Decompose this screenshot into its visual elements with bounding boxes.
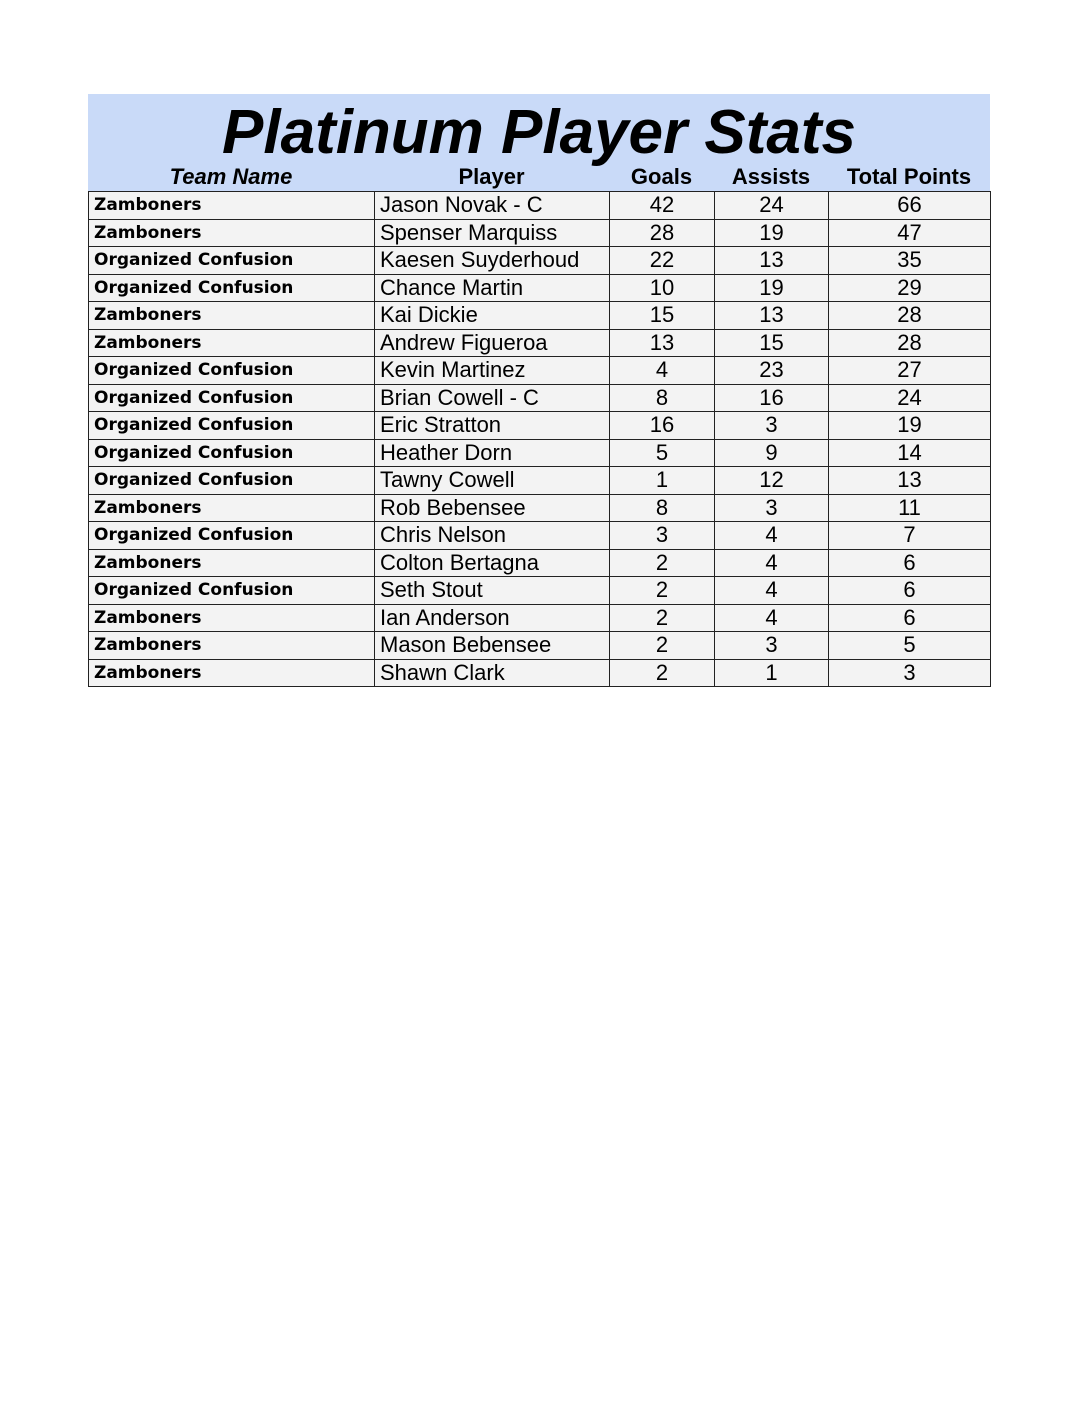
- total-points-cell: 3: [829, 659, 991, 687]
- assists-cell: 12: [715, 467, 829, 495]
- total-points-cell: 66: [829, 192, 991, 220]
- assists-cell: 4: [715, 522, 829, 550]
- table-row: [89, 522, 991, 550]
- team-cell: Organized Confusion: [89, 247, 375, 275]
- assists-cell: 16: [715, 384, 829, 412]
- player-cell: Spenser Marquiss: [375, 219, 610, 247]
- player-cell: Heather Dorn: [375, 439, 610, 467]
- player-cell: Mason Bebensee: [375, 632, 610, 660]
- total-points-cell: 47: [829, 219, 991, 247]
- total-points-cell: 6: [829, 549, 991, 577]
- assists-cell: 19: [715, 274, 829, 302]
- table-row: [89, 549, 991, 577]
- assists-cell: 13: [715, 247, 829, 275]
- player-cell: Colton Bertagna: [375, 549, 610, 577]
- total-points-cell: 28: [829, 302, 991, 330]
- player-cell: Kai Dickie: [375, 302, 610, 330]
- goals-cell: 8: [610, 494, 715, 522]
- table-row: [89, 192, 991, 220]
- player-cell: Brian Cowell - C: [375, 384, 610, 412]
- goals-cell: 3: [610, 522, 715, 550]
- total-points-cell: 24: [829, 384, 991, 412]
- stats-table: [88, 191, 991, 687]
- column-header-goals: Goals: [630, 164, 693, 189]
- total-points-cell: 6: [829, 577, 991, 605]
- total-points-cell: 28: [829, 329, 991, 357]
- assists-cell: 4: [715, 577, 829, 605]
- assists-cell: 19: [715, 219, 829, 247]
- team-cell: Zamboners: [89, 329, 375, 357]
- stats-sheet: [88, 94, 990, 687]
- team-cell: Zamboners: [89, 192, 375, 220]
- player-cell: Shawn Clark: [375, 659, 610, 687]
- team-cell: Zamboners: [89, 302, 375, 330]
- table-row: [89, 494, 991, 522]
- team-cell: Organized Confusion: [89, 412, 375, 440]
- player-cell: Chris Nelson: [375, 522, 610, 550]
- table-row: [89, 412, 991, 440]
- player-cell: Andrew Figueroa: [375, 329, 610, 357]
- column-header-team: Team Name: [169, 164, 293, 189]
- goals-cell: 1: [610, 467, 715, 495]
- assists-cell: 23: [715, 357, 829, 385]
- assists-cell: 13: [715, 302, 829, 330]
- team-cell: Organized Confusion: [89, 357, 375, 385]
- goals-cell: 5: [610, 439, 715, 467]
- team-cell: Organized Confusion: [89, 522, 375, 550]
- goals-cell: 2: [610, 632, 715, 660]
- goals-cell: 16: [610, 412, 715, 440]
- goals-cell: 2: [610, 577, 715, 605]
- table-row: [89, 302, 991, 330]
- table-row: [89, 329, 991, 357]
- total-points-cell: 7: [829, 522, 991, 550]
- header-band: [88, 94, 990, 191]
- total-points-cell: 19: [829, 412, 991, 440]
- goals-cell: 4: [610, 357, 715, 385]
- table-row: [89, 439, 991, 467]
- assists-cell: 3: [715, 632, 829, 660]
- assists-cell: 15: [715, 329, 829, 357]
- assists-cell: 9: [715, 439, 829, 467]
- player-cell: Chance Martin: [375, 274, 610, 302]
- table-row: [89, 219, 991, 247]
- team-cell: Organized Confusion: [89, 467, 375, 495]
- table-row: [89, 274, 991, 302]
- player-cell: Kaesen Suyderhoud: [375, 247, 610, 275]
- assists-cell: 3: [715, 412, 829, 440]
- goals-cell: 22: [610, 247, 715, 275]
- goals-cell: 13: [610, 329, 715, 357]
- team-cell: Zamboners: [89, 659, 375, 687]
- table-row: [89, 632, 991, 660]
- team-cell: Zamboners: [89, 604, 375, 632]
- goals-cell: 42: [610, 192, 715, 220]
- total-points-cell: 5: [829, 632, 991, 660]
- table-row: [89, 659, 991, 687]
- table-row: [89, 357, 991, 385]
- total-points-cell: 27: [829, 357, 991, 385]
- player-cell: Jason Novak - C: [375, 192, 610, 220]
- goals-cell: 2: [610, 604, 715, 632]
- total-points-cell: 29: [829, 274, 991, 302]
- goals-cell: 8: [610, 384, 715, 412]
- total-points-cell: 11: [829, 494, 991, 522]
- total-points-cell: 14: [829, 439, 991, 467]
- table-row: [89, 604, 991, 632]
- player-cell: Rob Bebensee: [375, 494, 610, 522]
- team-cell: Organized Confusion: [89, 384, 375, 412]
- goals-cell: 10: [610, 274, 715, 302]
- column-header-player: Player: [458, 164, 525, 189]
- player-cell: Ian Anderson: [375, 604, 610, 632]
- table-row: [89, 247, 991, 275]
- team-cell: Organized Confusion: [89, 439, 375, 467]
- page-title: Platinum Player Stats: [221, 98, 857, 167]
- team-cell: Organized Confusion: [89, 577, 375, 605]
- player-cell: Tawny Cowell: [375, 467, 610, 495]
- column-header-total-points: Total Points: [846, 164, 972, 189]
- player-cell: Kevin Martinez: [375, 357, 610, 385]
- team-cell: Zamboners: [89, 549, 375, 577]
- total-points-cell: 6: [829, 604, 991, 632]
- assists-cell: 1: [715, 659, 829, 687]
- total-points-cell: 35: [829, 247, 991, 275]
- team-cell: Zamboners: [89, 494, 375, 522]
- assists-cell: 4: [715, 604, 829, 632]
- team-cell: Zamboners: [89, 219, 375, 247]
- table-row: [89, 467, 991, 495]
- player-cell: Seth Stout: [375, 577, 610, 605]
- table-row: [89, 577, 991, 605]
- goals-cell: 28: [610, 219, 715, 247]
- assists-cell: 3: [715, 494, 829, 522]
- player-cell: Eric Stratton: [375, 412, 610, 440]
- column-header-assists: Assists: [731, 164, 811, 189]
- goals-cell: 15: [610, 302, 715, 330]
- assists-cell: 24: [715, 192, 829, 220]
- goals-cell: 2: [610, 659, 715, 687]
- team-cell: Zamboners: [89, 632, 375, 660]
- total-points-cell: 13: [829, 467, 991, 495]
- table-row: [89, 384, 991, 412]
- goals-cell: 2: [610, 549, 715, 577]
- team-cell: Organized Confusion: [89, 274, 375, 302]
- assists-cell: 4: [715, 549, 829, 577]
